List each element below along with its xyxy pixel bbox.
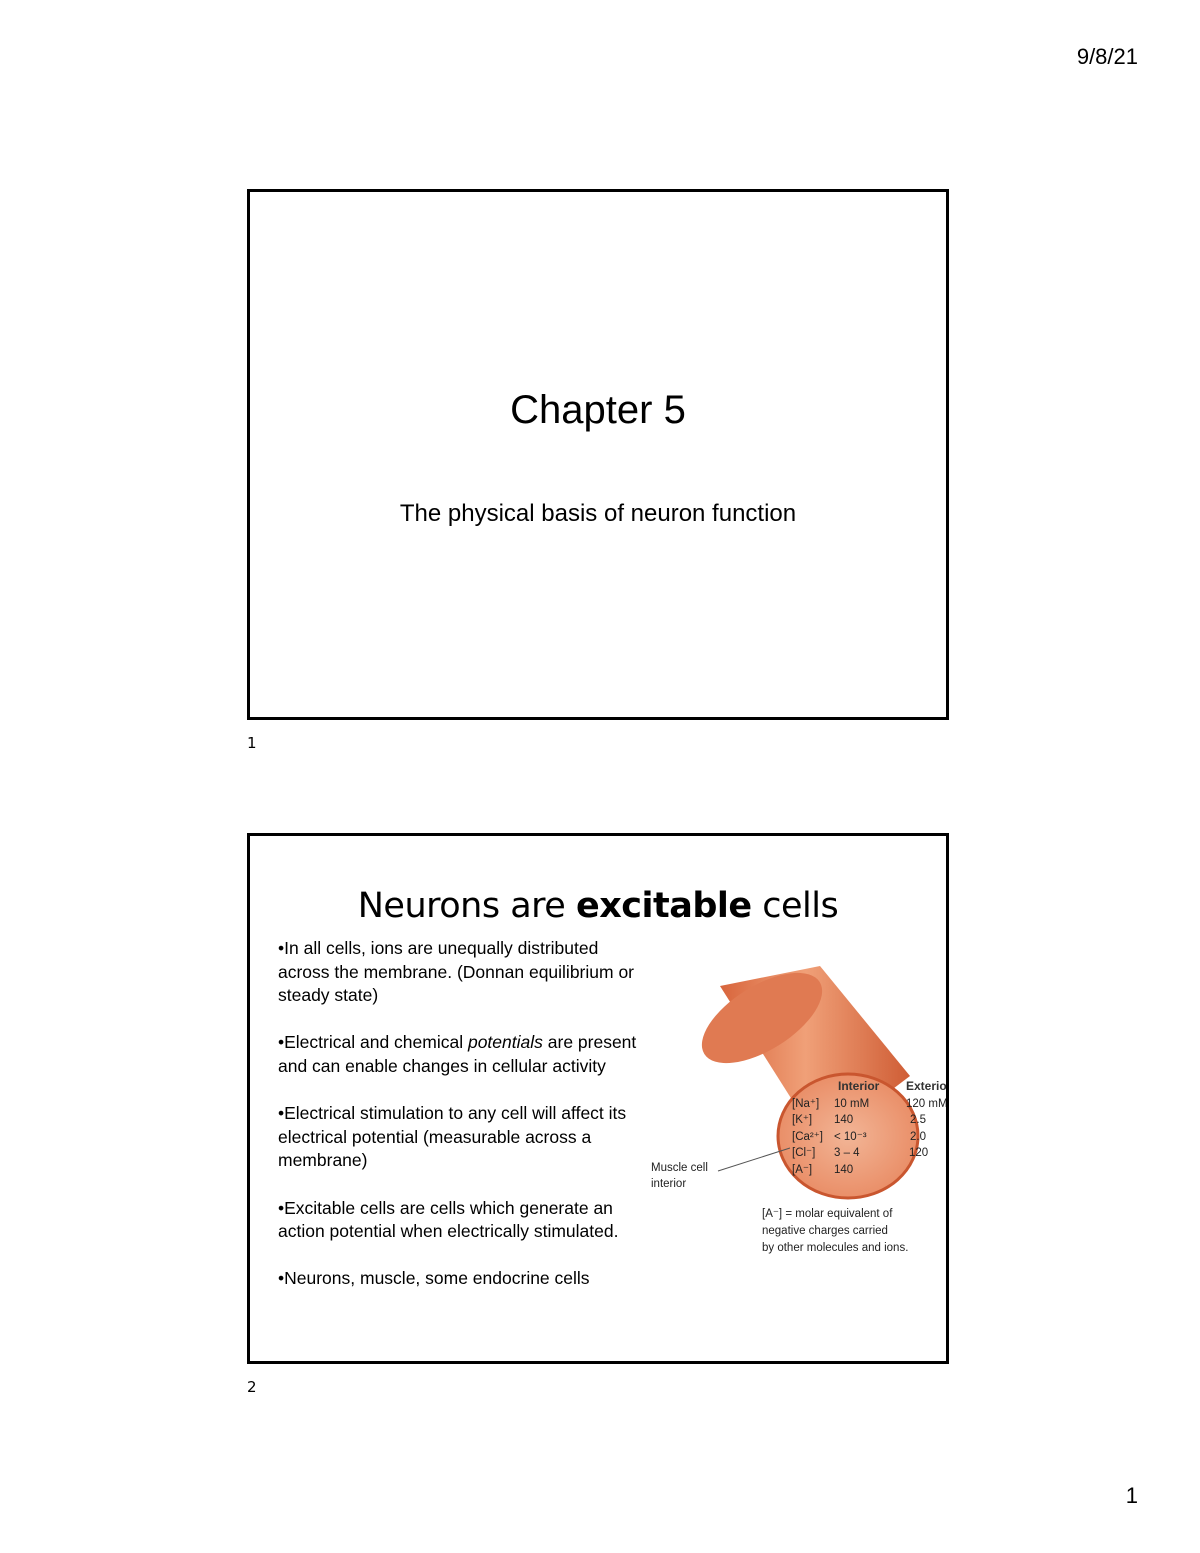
page-number: 1	[1125, 1483, 1138, 1508]
slide-1-subtitle: The physical basis of neuron function	[399, 500, 797, 527]
slide-2-number: 2	[247, 1378, 257, 1396]
bullet-ions: •In all cells, ions are unequally distributed across the membrane. (Donnan equilibrium or steady state)	[278, 938, 634, 1006]
ion-cl: [Cl⁻]	[792, 1147, 816, 1159]
slide-1-title: Chapter 5	[510, 388, 686, 432]
ion-cl-interior: 3 – 4	[834, 1147, 860, 1159]
ion-cl-exterior: 120	[909, 1147, 929, 1159]
slide-2	[247, 833, 952, 1364]
ion-na-exterior: 120 mM	[906, 1098, 948, 1110]
bullet-examples: •Neurons, muscle, some endocrine cells	[278, 1268, 590, 1289]
ion-ca-interior: < 10⁻³	[834, 1131, 867, 1143]
ion-ca-exterior: 2.0	[910, 1131, 926, 1143]
ion-ca: [Ca²⁺]	[792, 1131, 823, 1143]
title-bold-word: excitable	[575, 886, 752, 926]
header-interior: Interior	[838, 1079, 880, 1093]
note-line-1: [A⁻] = molar equivalent of	[762, 1208, 893, 1220]
slide-1	[247, 189, 949, 720]
title-part-2: cells	[751, 886, 839, 926]
ion-k: [K⁺]	[792, 1114, 813, 1126]
ion-na-interior: 10 mM	[834, 1098, 870, 1110]
bullet-potentials-em: potentials	[467, 1032, 543, 1053]
title-part-1: Neurons are	[357, 886, 576, 926]
slide-2-title	[250, 886, 946, 926]
slide-1-number: 1	[247, 734, 257, 752]
note-line-2: negative charges carried	[762, 1225, 888, 1237]
note-line-3: by other molecules and ions.	[762, 1242, 909, 1254]
muscle-cell-figure	[630, 966, 952, 1266]
ion-a: [A⁻]	[792, 1164, 813, 1176]
ion-na: [Na⁺]	[792, 1098, 820, 1110]
bullet-potentials-pre: •Electrical and chemical	[278, 1032, 468, 1053]
bullet-list	[278, 937, 638, 1315]
bullet-potentials	[278, 1031, 638, 1078]
label-interior: interior	[651, 1178, 687, 1190]
ion-a-interior: 140	[834, 1164, 854, 1176]
label-muscle-cell: Muscle cell	[651, 1162, 708, 1174]
bullet-excitable: •Excitable cells are cells which generate an action potential when electrically stimulated.	[278, 1197, 619, 1242]
ion-k-interior: 140	[834, 1114, 854, 1126]
bullet-potentials-post: are present and can enable changes in cellular activity	[278, 1032, 637, 1076]
page-date: 9/8/21	[1076, 44, 1138, 69]
pointer-line	[718, 1148, 790, 1171]
bullet-stimulation: •Electrical stimulation to any cell will affect its electrical potential (measurable across a membrane)	[278, 1103, 627, 1171]
ion-k-exterior: 2.5	[910, 1114, 926, 1126]
header-exterior: Exterior	[906, 1079, 952, 1093]
